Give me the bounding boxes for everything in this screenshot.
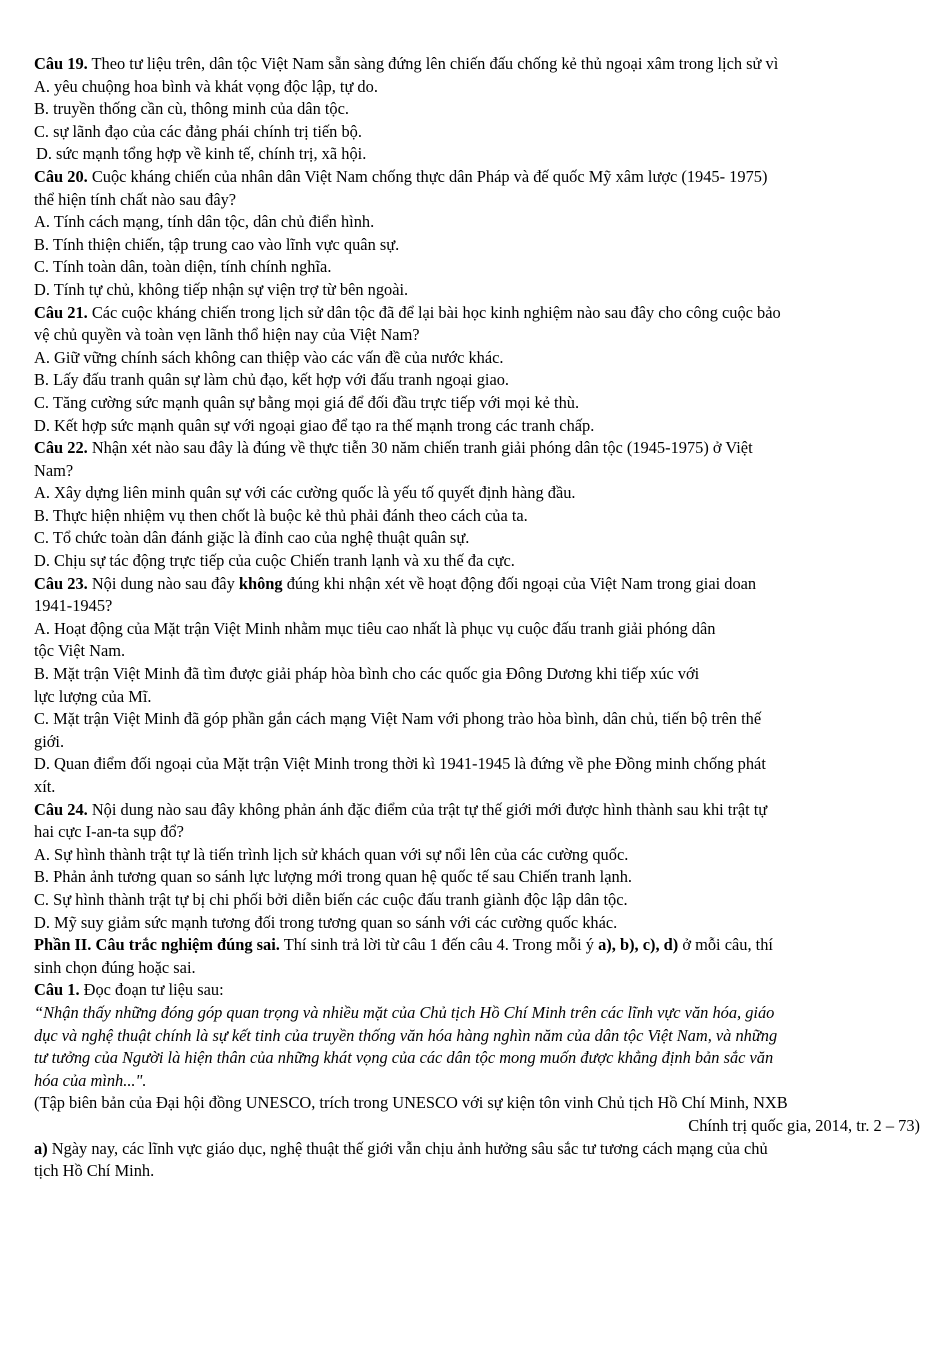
statement-a-cont: tịch Hồ Chí Minh. [34, 1161, 155, 1181]
option-d: D. Quan điểm đối ngoại của Mặt trận Việt Minh trong thời kì 1941-1945 là đứng về phe Đồng minh chống phát [34, 754, 766, 774]
part-2-question-1: Câu 1. Đọc đoạn tư liệu sau: [34, 980, 224, 1000]
question-stem-cont: Nam? [34, 460, 74, 480]
question-stem-cont: thể hiện tính chất nào sau đây? [34, 189, 237, 209]
emphasis-khong: không [238, 573, 283, 593]
option-b: B. truyền thống cần cù, thông minh của dân tộc. [34, 99, 349, 119]
option-c: C. Mặt trận Việt Minh đã góp phần gắn cách mạng Việt Nam với phong trào hòa bình, dân chủ, tiến bộ trên thế [34, 709, 762, 729]
question-stem: Câu 24. Nội dung nào sau đây không phản ánh đặc điểm của trật tự thế giới mới được hình thành sau khi trật tự [34, 799, 768, 819]
option-d-cont: xít. [34, 777, 56, 796]
quote-line: dục và nghệ thuật chính là sự kết tinh của truyền thống văn hóa hàng nghìn năm của dân tộc Việt Nam, và những [34, 1025, 778, 1045]
option-c: C. Sự hình thành trật tự bị chi phối bởi diễn biến các cuộc đấu tranh giành độc lập dân tộc. [34, 889, 628, 909]
option-c: C. Tăng cường sức mạnh quân sự bằng mọi giá để đối đầu trực tiếp với mọi kẻ thù. [34, 392, 580, 412]
option-a: A. Hoạt động của Mặt trận Việt Minh nhằm mục tiêu cao nhất là phục vụ cuộc đấu tranh giải phóng dân [34, 618, 716, 638]
option-c: C. Tính toàn dân, toàn diện, tính chính nghĩa. [34, 257, 332, 277]
option-b-cont: lực lượng của Mĩ. [34, 686, 152, 706]
option-d: D. Tính tự chủ, không tiếp nhận sự viện trợ từ bên ngoài. [34, 279, 409, 299]
quote-line: hóa của mình...". [34, 1070, 147, 1090]
sub-items: a), b), c), d) [598, 935, 679, 955]
option-c: C. sự lãnh đạo của các đảng phái chính trị tiến bộ. [34, 121, 362, 141]
quote-source-cont: Chính trị quốc gia, 2014, tr. 2 – 73) [688, 1115, 920, 1135]
option-b: B. Phản ảnh tương quan so sánh lực lượng mới trong quan hệ quốc tế sau Chiến tranh lạnh. [34, 867, 633, 887]
question-label: Câu 21. [34, 302, 88, 322]
option-b: B. Thực hiện nhiệm vụ then chốt là buộc kẻ thủ phải đánh theo cách của ta. [34, 505, 528, 525]
question-label: Câu 24. [34, 799, 88, 819]
question-label: Câu 20. [34, 166, 88, 186]
statement-a: a) Ngày nay, các lĩnh vực giáo dục, nghệ thuật thế giới vẫn chịu ảnh hưởng sâu sắc tư tương cách mạng của chủ [34, 1138, 768, 1158]
question-stem-cont: vệ chủ quyền và toàn vẹn lãnh thổ hiện nay của Việt Nam? [34, 325, 420, 345]
question-label: Câu 1. [34, 980, 80, 1000]
question-stem: Câu 20. Cuộc kháng chiến của nhân dân Việt Nam chống thực dân Pháp và đế quốc Mỹ xâm lược (1945- 1975) [34, 166, 768, 186]
option-b: B. Tính thiện chiến, tập trung cao vào lĩnh vực quân sự. [34, 234, 400, 254]
option-a: A. Sự hình thành trật tự là tiến trình lịch sử khách quan với sự nổi lên của các cường quốc. [34, 844, 629, 864]
option-a: A. Tính cách mạng, tính dân tộc, dân chủ điển hình. [34, 212, 375, 232]
option-c-cont: giới. [34, 731, 65, 751]
part-2-heading: Phần II. Câu trắc nghiệm đúng sai. Thí sinh trả lời từ câu 1 đến câu 4. Trong mỗi ý a), b), c), d) ở mỗi câu, thí [34, 935, 773, 955]
statement-label: a) [34, 1138, 48, 1158]
question-label: Câu 22. [34, 438, 88, 458]
question-stem-cont: 1941-1945? [34, 596, 113, 616]
question-label: Câu 23. [34, 573, 88, 593]
option-a-cont: tộc Việt Nam. [34, 641, 126, 661]
option-c: C. Tổ chức toàn dân đánh giặc là đỉnh cao của nghệ thuật quân sự. [34, 528, 470, 548]
question-stem: Câu 21. Các cuộc kháng chiến trong lịch sử dân tộc đã để lại bài học kinh nghiệm nào sau đây cho công cuộc bảo [34, 302, 781, 322]
question-stem: Câu 22. Nhận xét nào sau đây là đúng về thực tiễn 30 năm chiến tranh giải phóng dân tộc (1945-1975) ở Việt [34, 438, 753, 458]
option-d: D. Kết hợp sức mạnh quân sự với ngoại giao để tạo ra thế mạnh trong các tranh chấp. [34, 415, 595, 435]
question-22 [34, 437, 920, 573]
option-b: B. Mặt trận Việt Minh đã tìm được giải pháp hòa bình cho các quốc gia Đông Dương khi tiếp xúc với [34, 664, 700, 684]
option-a: A. yêu chuộng hoa bình và khát vọng độc lập, tự do. [34, 76, 378, 96]
question-24 [34, 799, 920, 935]
quote-line: “Nhận thấy những đóng góp quan trọng và nhiều mặt của Chủ tịch Hồ Chí Minh trên các lĩnh vực văn hóa, giáo [34, 1002, 775, 1022]
question-label: Câu 19. [34, 54, 88, 73]
exam-page [34, 53, 920, 1183]
part-2-intro-cont: sinh chọn đúng hoặc sai. [34, 957, 196, 977]
section-heading: Phần II. Câu trắc nghiệm đúng sai. [34, 935, 280, 955]
question-stem: Câu 23. Nội dung nào sau đây không đúng khi nhận xét về hoạt động đối ngoại của Việt Nam trong giai doan [34, 573, 757, 593]
question-23 [34, 573, 920, 799]
question-stem: Câu 19. Theo tư liệu trên, dân tộc Việt Nam sẵn sàng đứng lên chiến đấu chống kẻ thủ ngoại xâm trong lịch sử vì [34, 54, 779, 73]
quote-line: tư tưởng của Người là hiện thân của những khát vọng của các dân tộc mong muốn được khẳng định bản sắc văn [34, 1048, 774, 1068]
question-stem-cont: hai cực I-an-ta sụp đổ? [34, 822, 184, 842]
question-21 [34, 302, 920, 438]
option-b: B. Lấy đấu tranh quân sự làm chủ đạo, kết hợp với đấu tranh ngoại giao. [34, 370, 510, 390]
question-19 [34, 53, 920, 166]
quote-source: (Tập biên bản của Đại hội đồng UNESCO, trích trong UNESCO với sự kiện tôn vinh Chủ tịch Hồ Chí Minh, NXB [34, 1093, 788, 1113]
option-a: A. Giữ vững chính sách không can thiệp vào các vấn đề của nước khác. [34, 347, 504, 367]
option-d: D. sức mạnh tổng hợp về kinh tế, chính trị, xã hội. [36, 144, 367, 164]
option-d: D. Chịu sự tác động trực tiếp của cuộc Chiến tranh lạnh và xu thế đa cực. [34, 551, 515, 571]
option-a: A. Xây dựng liên minh quân sự với các cường quốc là yếu tố quyết định hàng đầu. [34, 483, 576, 503]
question-20 [34, 166, 920, 302]
option-d: D. Mỹ suy giảm sức mạnh tương đối trong tương quan so sánh với các cường quốc khác. [34, 912, 618, 932]
part-2 [34, 934, 920, 1183]
